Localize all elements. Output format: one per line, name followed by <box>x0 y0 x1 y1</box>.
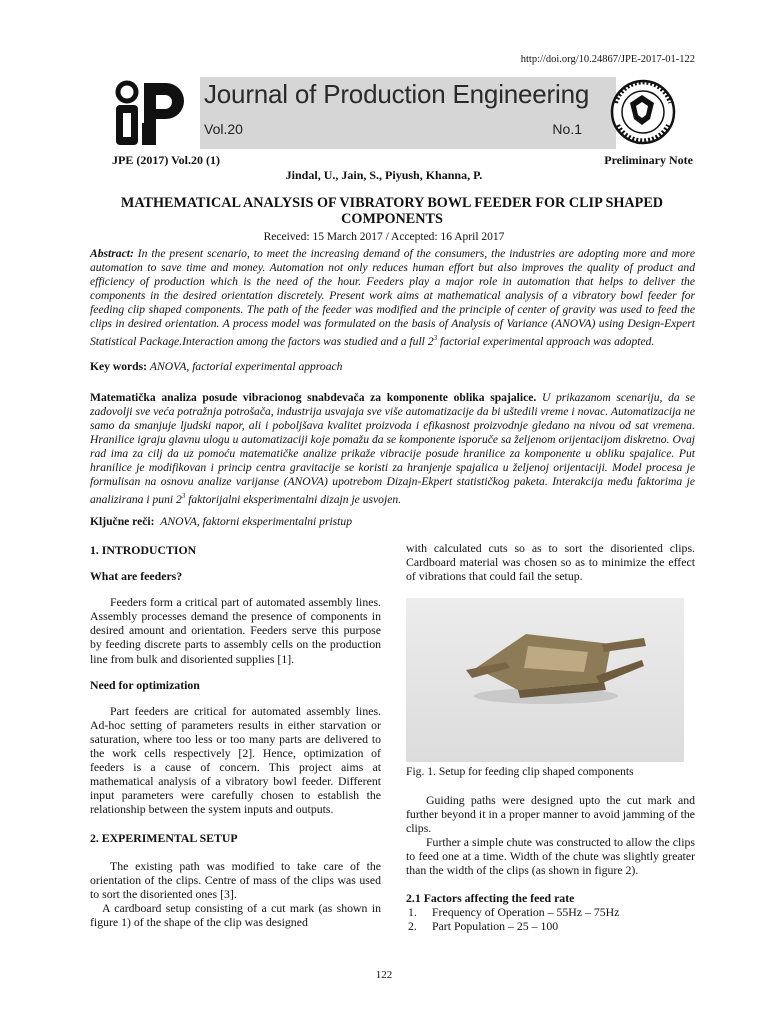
list-item-number: 2. <box>408 918 417 933</box>
keywords-label: Key words: <box>90 360 147 373</box>
paragraph-feeders: Feeders form a critical part of automated assembly lines. Assembly processes demand the presence of components in desired amount and orientation. Feeders serve this purpose by feeding discrete parts to assembly cells on the production line from bulk and disoriented supplies [1]. <box>90 595 381 666</box>
abstract <box>90 247 695 349</box>
paragraph-need: Part feeders are critical for automated assembly lines. Ad-hoc setting of parameters results in either starvation or saturation, where too less or too many parts are delivered to the work cells respectively [2]. Hence, optimization of feeders is a cause of concern. This project aims at mathematical analysis of a vibratory bowl feeder. Different input parameters were carefully chosen to establish the relationship between the system inputs and outputs. <box>90 703 381 817</box>
page-number: 122 <box>375 969 393 981</box>
journal-volume: Vol.20 <box>204 121 243 137</box>
right-column-top <box>406 541 695 583</box>
journal-banner <box>112 73 698 153</box>
citation-header: JPE (2017) Vol.20 (1) <box>112 153 220 167</box>
abstract-tail: factorial experimental approach was adopted. <box>437 334 655 348</box>
paragraph-guiding: Guiding paths were designed upto the cut mark and further beyond it in a proper manner to avoid jamming of the clips. <box>406 793 695 836</box>
left-column <box>90 543 381 929</box>
figure-1-caption: Fig. 1. Setup for feeding clip shaped components <box>406 765 634 778</box>
journal-number: No.1 <box>552 121 582 137</box>
heading-introduction: 1. INTRODUCTION <box>90 543 197 557</box>
list-item-text: Part Population – 25 – 100 <box>432 918 559 933</box>
authors: Jindal, U., Jain, S., Piyush, Khanna, P. <box>285 168 483 182</box>
serbian-tail: faktorijalni eksperimentalni dizajn je usvojen. <box>185 492 402 506</box>
list-item-text: Frequency of Operation – 55Hz – 75Hz <box>432 904 620 919</box>
serbian-keywords <box>90 515 695 529</box>
list-item-number: 1. <box>408 904 417 919</box>
paragraph-chute: Further a simple chute was constructed to allow the clips to feed one at a time. Width of the chute was slightly greater than the width of the clips (as shown in figure 2). <box>406 835 695 878</box>
figure-1-photo <box>406 598 684 762</box>
jpe-logo <box>112 79 186 147</box>
heading-need-for-optimization: Need for optimization <box>90 677 200 692</box>
keywords-text: ANOVA, factorial experimental approach <box>149 360 343 373</box>
clip-feeder-illustration <box>406 598 684 762</box>
abstract-label: Abstract: <box>90 247 134 260</box>
article-type: Preliminary Note <box>604 153 693 167</box>
keywords <box>90 360 695 374</box>
doi-link[interactable]: http://doi.org/10.24867/JPE-2017-01-122 <box>520 54 695 65</box>
journal-name: Journal of Production Engineering <box>204 79 590 109</box>
heading-experimental-setup: 2. EXPERIMENTAL SETUP <box>90 830 238 845</box>
paragraph-continued: with calculated cuts so as to sort the disoriented clips. Cardboard material was chosen so as to minimize the effect of vibrations that could fail the setup. <box>406 541 695 584</box>
serbian-superscript: 3 <box>181 492 186 500</box>
heading-what-are-feeders: What are feeders? <box>90 569 183 584</box>
serbian-title: Matematička analiza posude vibracionog snabdevača za komponente oblika spajalice. <box>90 391 537 404</box>
university-seal <box>610 73 676 151</box>
serbian-abstract <box>90 391 695 507</box>
paragraph-setup-2: A cardboard setup consisting of a cut mark (as shown in figure 1) of the shape of the clip was designed <box>90 900 381 929</box>
abstract-superscript: 3 <box>433 334 438 342</box>
received-dates: Received: 15 March 2017 / Accepted: 16 April 2017 <box>263 231 505 243</box>
right-column-bottom <box>406 793 695 933</box>
abstract-text: In the present scenario, to meet the increasing demand of the consumers, the industries are adopting more and more automation to save time and money. Automation not only reduces human effort but also improves the quality of product and efficiency of production which is the need of the hour. Feeders play a major role in automation that helps to deliver the components in the desired orientation discretely. Present work aims at mathematical analysis of a vibratory bowl feeder for feeding clip shaped components. The path of the feeder was modified and the principle of center of gravity was used to feed the clips in desired orientation. A process model was formulated on the basis of Analysis of Variance (ANOVA) using Design-Expert Statistical Package.Interaction among the factors was studied and a full 2 <box>90 247 696 348</box>
paragraph-setup-1: The existing path was modified to take care of the orientation of the clips. Centre of mass of the clips was used to sort the disoriented ones [3]. <box>90 858 381 901</box>
paper-title: MATHEMATICAL ANALYSIS OF VIBRATORY BOWL FEEDER FOR CLIP SHAPED COMPONENTS <box>120 195 664 227</box>
serbian-keywords-text: ANOVA, faktorni eksperimentalni pristup <box>160 515 353 528</box>
list-item <box>406 905 695 919</box>
serbian-text: U prikazanom scenariju, da se zadovolji sve veća potražnja potrošača, industrija usvajaja sve više automatizacije da bi uštedili vreme i novac. Automatizacija ne samo da smanjuje ljudski napor, ali i poboljšava kvalitet proizvoda i efikasnost proizvodnje gledano na nivou od sat vremena. Hranilice igraju glavnu ulogu u automatizaciji koje pomažu da se komponente isporuče sa željenom orijentacijom diskretno. Ovaj rad ima za cilj da uz pomoću matematičke analize prikaže vibracije posude hranilice za komponente u obliku spajalice. Put hranilice je modifikovan i princip centra gravitacije se koristi za hranjenje spajalica u željenoj orijentaciji. Model procesa je formulisan na osnovu analize varijanse (ANOVA) upotrebom Dizajn-Ekpert statističkog paketa. Interakcija među faktorima je analizirana i puni 2 <box>90 391 696 506</box>
heading-factors: 2.1 Factors affecting the feed rate <box>406 890 575 905</box>
serbian-keywords-label: Ključne reči: <box>90 515 155 528</box>
list-item <box>406 919 695 933</box>
